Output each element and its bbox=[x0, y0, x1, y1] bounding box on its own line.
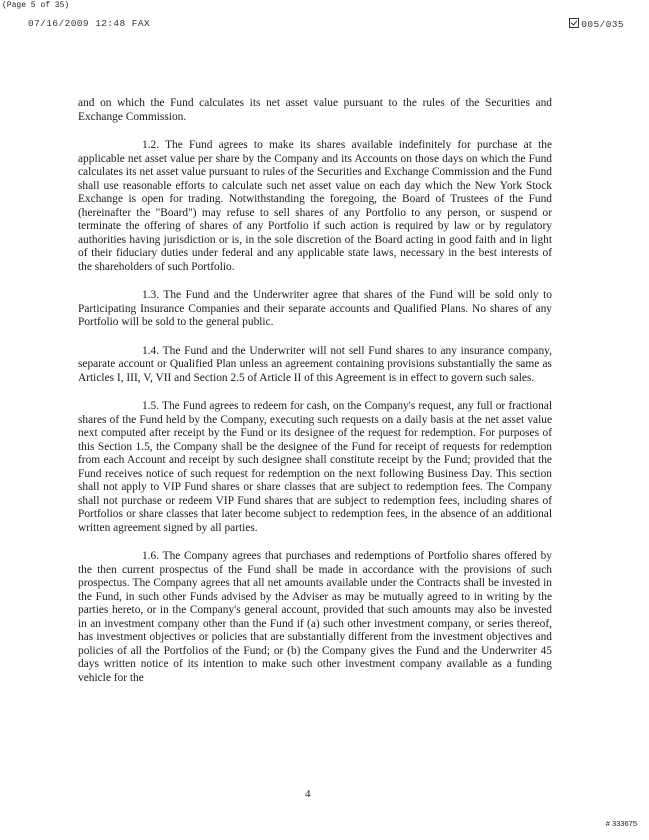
fax-check-icon bbox=[569, 18, 579, 28]
paragraph-1-2: 1.2. The Fund agrees to make its shares available indefinitely for purchase at the applicable net asset value per share by the Company and its Accounts on those days on which the Fund calculates its net asset value pursuant to rules of the Securities and Exchange Commission and the Fund shall use reasonable efforts to calculate such net asset value on each day which the New York Stock Exchange is open for trading. Notwithstanding the foregoing, the Board of Trustees of the Fund (hereinafter the "Board") may refuse to sell shares of any Portfolio to any person, or suspend or terminate the offering of shares of any Portfolio if such action is required by law or by regulatory authorities having jurisdiction or is, in the sole discretion of the Board acting in good faith and in light of their fiduciary duties under federal and any applicable state laws, necessary in the best interests of the shareholders of such Portfolio. bbox=[78, 139, 552, 273]
paragraph-1-3: 1.3. The Fund and the Underwriter agree that shares of the Fund will be sold only to Participating Insurance Companies and their separate accounts and Qualified Plans. No shares of any Portfolio will be sold to the general public. bbox=[78, 289, 552, 328]
paragraph-continuation: and on which the Fund calculates its net asset value pursuant to the rules of the Securities and Exchange Commission. bbox=[78, 97, 552, 123]
paragraph-1-5: 1.5. The Fund agrees to redeem for cash, on the Company's request, any full or fractional shares of the Fund held by the Company, executing such requests on a daily basis at the net asset value next computed after receipt by the Fund or its designee of the request for redemption. For purposes of this Section 1.5, the Company shall be the designee of the Fund for receipt of requests for redemption from each Account and receipt by such designee shall constitute receipt by the Fund; provided that the Fund receives notice of such request for redemption on the next following Business Day. This section shall not apply to VIP Fund shares or share classes that are subject to redemption fees. The Company shall not purchase or redeem VIP Fund shares that are subject to redemption fees, including shares of Portfolios or share classes that later become subject to redemption fees, in the absence of an additional written agreement signed by all parties. bbox=[78, 400, 552, 534]
document-id: # 333675 bbox=[605, 819, 637, 828]
page-label: (Page 5 of 35) bbox=[2, 1, 70, 10]
document-body bbox=[78, 97, 552, 700]
paragraph-1-4: 1.4. The Fund and the Underwriter will not sell Fund shares to any insurance company, separate account or Qualified Plan unless an agreement containing provisions substantially the same as Articles I, III, V, VII and Section 2.5 of Article II of this Agreement is in effect to govern such sales. bbox=[78, 344, 552, 384]
fax-page-count bbox=[569, 18, 624, 30]
page-number: 4 bbox=[305, 788, 311, 800]
paragraph-1-6: 1.6. The Company agrees that purchases and redemptions of Portfolio shares offered by the then current prospectus of the Fund shall be made in accordance with the provisions of such prospectus. The Company agrees that all net amounts available under the Contracts shall be invested in the Fund, in such other Funds advised by the Adviser as may be mutually agreed to in writing by the parties hereto, or in the Company's general account, provided that such amounts may also be invested in an investment company other than the Fund if (a) such other investment company, or series thereof, has investment objectives or policies that are substantially different from the investment objectives and policies of all the Portfolios of the Fund; or (b) the Company gives the Fund and the Underwriter 45 days written notice of its intention to make such other investment company available as a funding vehicle for the bbox=[78, 550, 552, 684]
fax-page-count-text: 005/035 bbox=[581, 19, 624, 30]
fax-datetime: 07/16/2009 12:48 FAX bbox=[28, 18, 151, 29]
